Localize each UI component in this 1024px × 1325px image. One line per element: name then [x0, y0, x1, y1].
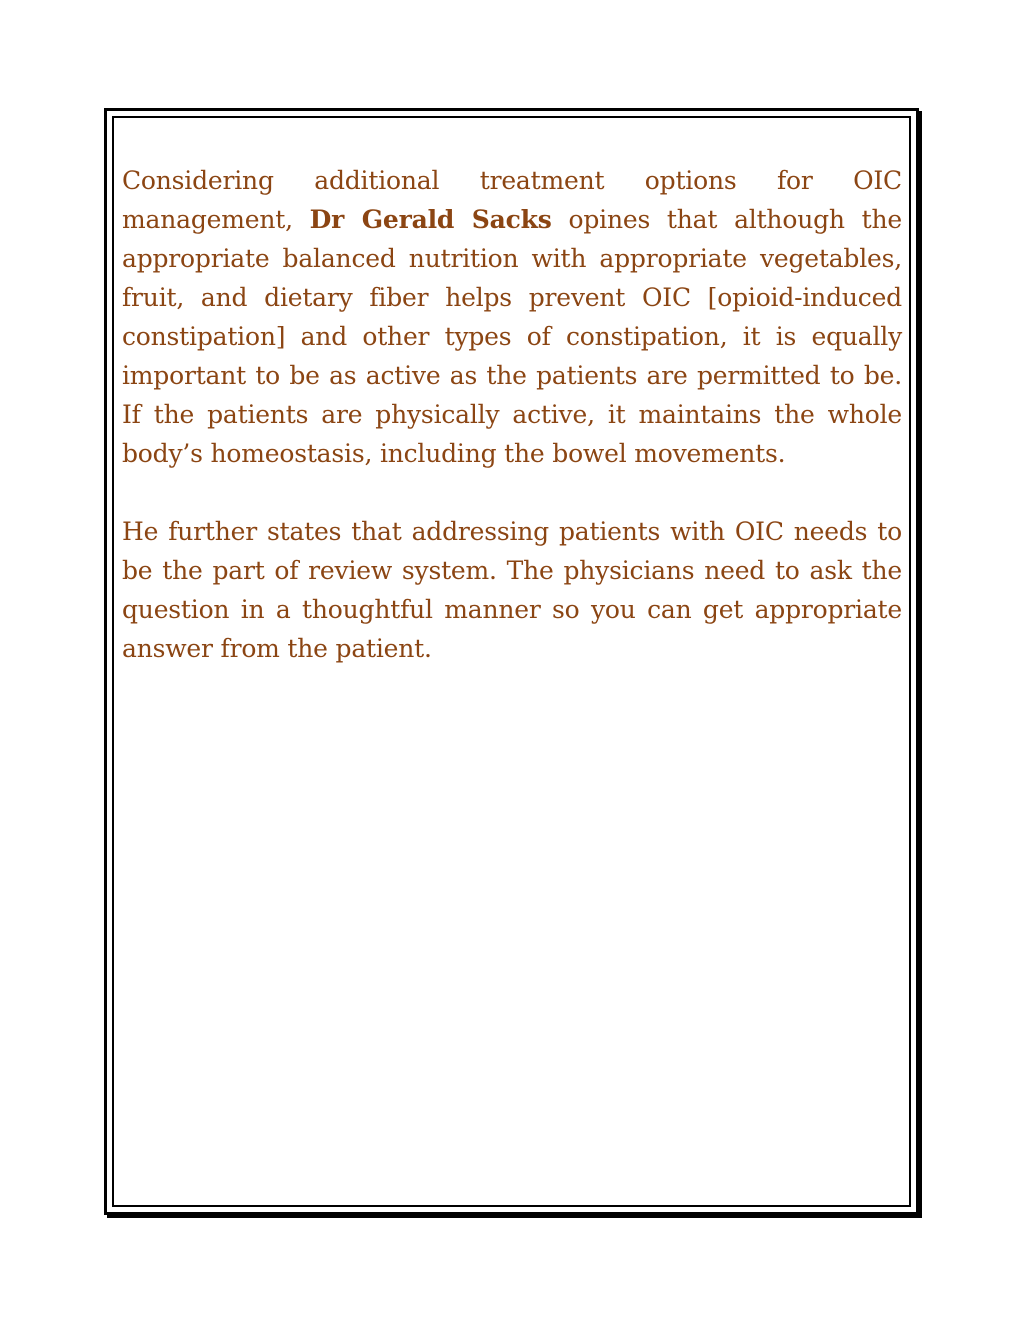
author-name: Dr Gerald Sacks	[309, 205, 552, 234]
paragraph-1	[122, 161, 902, 473]
paragraph-1-intro: Considering additional treatment options for OIC management,	[122, 166, 902, 234]
paragraph-1-body: opines that although the appropriate balanced nutrition with appropriate vegetables, fruit, and dietary fiber helps prevent OIC [opioid-induced constipation] and other types of constipation, it is equally important to be as active as the patients are permitted to be. If the patients are physically active, it maintains the whole body’s homeostasis, including the bowel movements.	[122, 205, 902, 468]
document-body	[122, 161, 902, 668]
paragraph-2: He further states that addressing patients with OIC needs to be the part of review system. The physicians need to ask the question in a thoughtful manner so you can get appropriate answer from the patient.	[122, 517, 902, 663]
